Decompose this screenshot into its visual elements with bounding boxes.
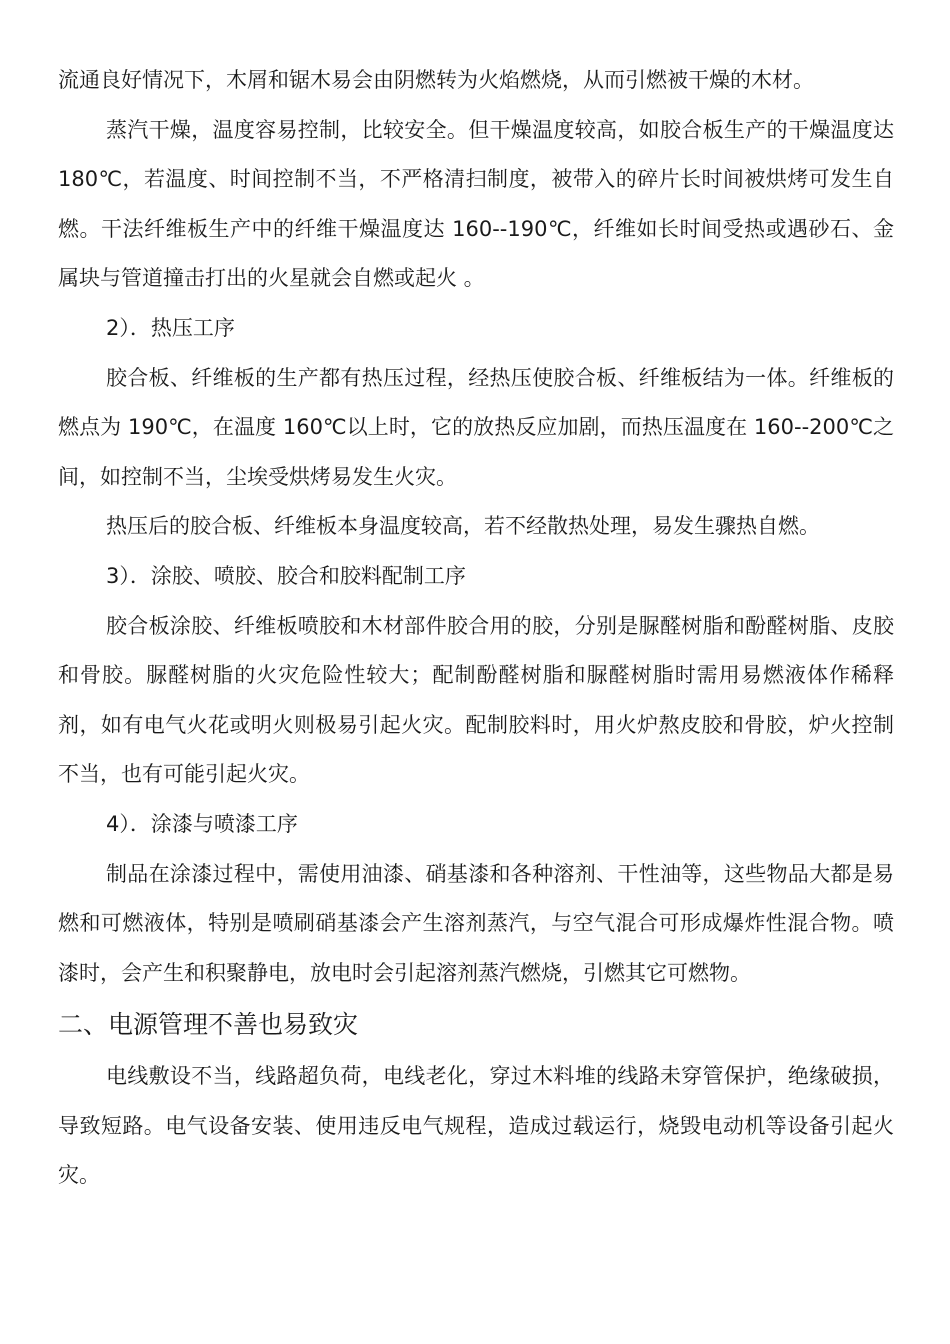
paragraph-continuation: 流通良好情况下，木屑和锯木易会由阴燃转为火焰燃烧，从而引燃被干燥的木材。 xyxy=(58,68,814,92)
subheading-painting: 4）．涂漆与喷漆工序 xyxy=(106,811,298,836)
document-page xyxy=(58,56,894,1201)
subheading-gluing: 3）．涂胶、喷胶、胶合和胶料配制工序 xyxy=(106,563,466,588)
section-heading: 二、电源管理不善也易致灾 xyxy=(58,1010,359,1040)
paragraph-hot-press-after: 热压后的胶合板、纤维板本身温度较高，若不经散热处理，易发生骤热自燃。 xyxy=(106,514,820,539)
paragraph-painting: 制品在涂漆过程中，需使用油漆、硝基漆和各种溶剂、干性油等，这些物品大都是易燃和可燃液体，特别是喷刷硝基漆会产生溶剂蒸汽，与空气混合可形成爆炸性混合物。喷漆时，会产生和积聚静电，放电时会引起溶剂蒸汽燃烧，引燃其它可燃物。 xyxy=(58,861,894,985)
paragraph-gluing: 胶合板涂胶、纤维板喷胶和木材部件胶合用的胶，分别是脲醛树脂和酚醛树脂、皮胶和骨胶。脲醛树脂的火灾危险性较大；配制酚醛树脂和脲醛树脂时需用易燃液体作稀释剂，如有电气火花或明火则极易引起火灾。配制胶料时，用火炉熬皮胶和骨胶，炉火控制不当，也有可能引起火灾。 xyxy=(58,613,894,787)
paragraph-hot-press: 胶合板、纤维板的生产都有热压过程，经热压使胶合板、纤维板结为一体。纤维板的燃点为 190℃，在温度 160℃以上时，它的放热反应加剧，而热压温度在 160--200℃之间，如控制不当，尘埃受烘烤易发生火灾。 xyxy=(58,365,894,489)
paragraph-electrical: 电线敷设不当，线路超负荷，电线老化，穿过木料堆的线路未穿管保护，绝缘破损，导致短路。电气设备安装、使用违反电气规程，造成过载运行，烧毁电动机等设备引起火灾。 xyxy=(58,1064,894,1188)
paragraph-steam-drying: 蒸汽干燥，温度容易控制，比较安全。但干燥温度较高，如胶合板生产的干燥温度达 180℃，若温度、时间控制不当，不严格清扫制度，被带入的碎片长时间被烘烤可发生自燃。干法纤维板生产中的纤维干燥温度达 160--190℃，纤维如长时间受热或遇砂石、金属块与管道撞击打出的火星就会自燃或起火 。 xyxy=(58,117,894,291)
subheading-hot-press: 2）．热压工序 xyxy=(106,315,235,340)
